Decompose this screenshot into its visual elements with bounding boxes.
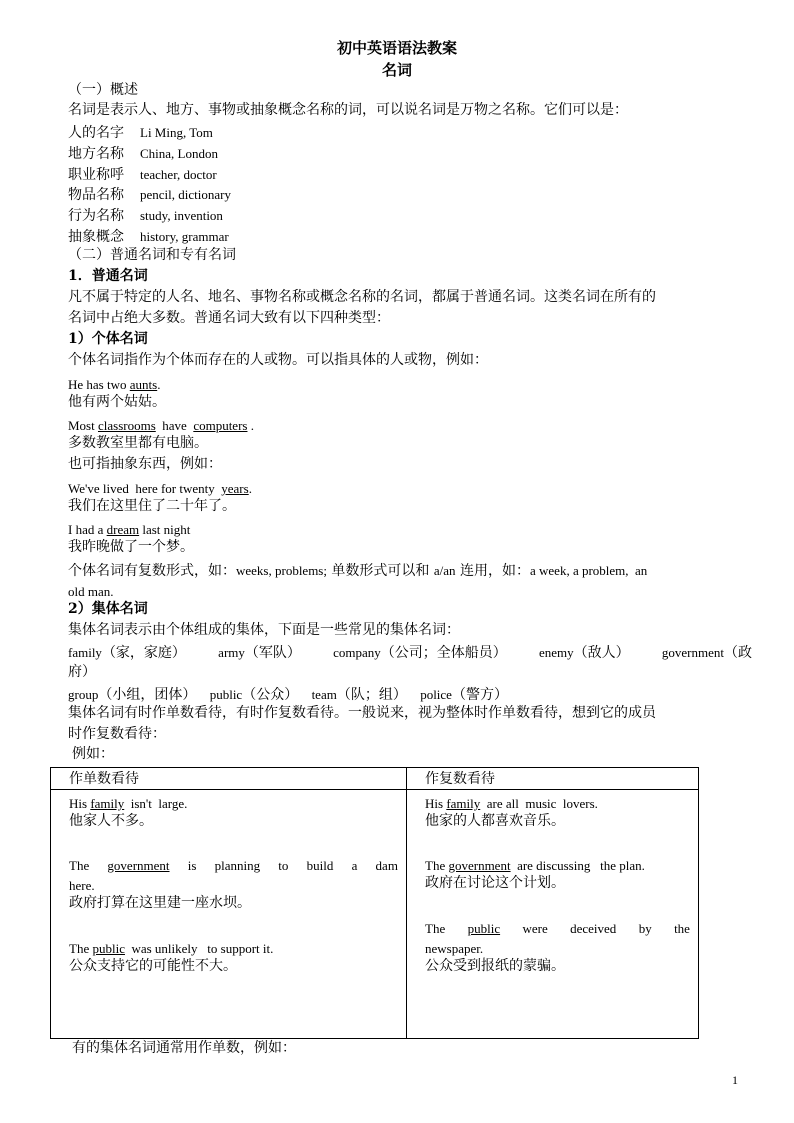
list-item: [68, 144, 218, 164]
example-translation: 他家人不多。: [69, 813, 153, 829]
example-translation: 政府在讨论这个计划。: [425, 875, 565, 891]
document-subtitle: 名词: [381, 61, 412, 79]
item-examples: China, London: [140, 146, 218, 161]
paragraph: 集体名词有时作单数看待，有时作复数看待。一般说来，视为整体时作单数看待，想到它的成员: [68, 705, 656, 721]
list-item: enemy（敌人）: [539, 645, 630, 661]
example-translation: 我昨晚做了一个梦。: [68, 539, 194, 555]
item-label: 职业称呼: [68, 167, 124, 183]
example-translation: 政府打算在这里建一座水坝。: [69, 895, 251, 911]
example-sentence-cont: here.: [69, 878, 95, 893]
paragraph: 个体名词有复数形式，如：weeks, problems; 单数形式可以和 a/an 连用，如：a week, a problem, an: [68, 563, 648, 579]
underlined-noun: years: [221, 481, 249, 496]
list-item: company（公司；全体船员）: [333, 645, 507, 661]
example-sentence: He has two aunts.: [68, 377, 161, 392]
collective-noun-list: [68, 685, 508, 705]
paragraph: 名词中占绝大多数。普通名词大致有以下四种类型：: [68, 310, 390, 326]
paragraph: 也可指抽象东西，例如：: [68, 456, 222, 472]
example-translation: 多数教室里都有电脑。: [68, 435, 208, 451]
underlined-noun: computers: [193, 418, 248, 433]
example-sentence: The government are discussing the plan.: [425, 858, 645, 873]
paragraph: old man.: [68, 584, 114, 599]
list-item: [68, 185, 231, 205]
example-sentence: I had a dream last night: [68, 522, 191, 537]
item-examples: history, grammar: [140, 229, 229, 244]
underlined-noun: aunts: [129, 377, 158, 392]
item-examples: study, invention: [140, 208, 223, 223]
collective-noun-list: [68, 643, 752, 663]
section-heading-overview: （一）概述: [68, 82, 138, 98]
example-sentence: The government is planning to build a dam: [69, 858, 398, 873]
underlined-noun: dream: [106, 522, 140, 537]
list-item: public（公众）: [209, 687, 299, 703]
example-translation: 他有两个姑姑。: [68, 394, 166, 410]
paragraph: 时作复数看待：: [68, 726, 166, 742]
table-cell-singular: [51, 790, 407, 1039]
heading-individual-nouns: 1）个体名词: [68, 331, 148, 347]
example-sentence: Most classrooms have computers .: [68, 418, 254, 433]
item-examples: teacher, doctor: [140, 167, 217, 182]
item-label: 抽象概念: [68, 229, 124, 245]
list-item: [68, 227, 229, 247]
list-item: army（军队）: [218, 645, 301, 661]
list-item: team（队；组）: [311, 687, 407, 703]
example-translation: 公众支持它的可能性不大。: [69, 958, 237, 974]
example-sentence-cont: newspaper.: [425, 941, 484, 956]
heading-common-nouns: 1．普通名词: [68, 268, 148, 284]
list-item: [68, 206, 223, 226]
paragraph: 例如：: [72, 746, 114, 762]
overview-intro: 名词是表示人、地方、事物或抽象概念名称的词，可以说名词是万物之名称。它们可以是：: [68, 102, 628, 118]
list-item: police（警方）: [420, 687, 508, 703]
item-label: 行为名称: [68, 208, 124, 224]
paragraph: 有的集体名词通常用作单数，例如：: [72, 1040, 296, 1056]
document-title: 初中英语语法教案: [336, 39, 457, 57]
table-row: [51, 790, 699, 1039]
paragraph: 集体名词表示由个体组成的集体，下面是一些常见的集体名词：: [68, 622, 460, 638]
list-item: [68, 165, 217, 185]
paragraph: 凡不属于特定的人名、地名、事物名称或概念名称的名词，都属于普通名词。这类名词在所有的: [68, 289, 656, 305]
column-header-plural: 作复数看待: [407, 768, 699, 790]
example-sentence: We've lived here for twenty years.: [68, 481, 252, 496]
example-sentence: The public were deceived by the: [425, 921, 690, 936]
paragraph: 个体名词指作为个体而存在的人或物。可以指具体的人或物，例如：: [68, 352, 488, 368]
list-item: group（小组，团体）: [68, 687, 197, 703]
heading-collective-nouns: 2）集体名词: [68, 601, 148, 617]
item-label: 地方名称: [68, 146, 124, 162]
underlined-noun: classrooms: [97, 418, 156, 433]
list-item: [68, 123, 213, 143]
page-number: 1: [732, 1073, 738, 1087]
list-item: government（政: [661, 645, 752, 661]
item-label: 人的名字: [68, 125, 124, 141]
section-heading-common-proper: （二）普通名词和专有名词: [68, 247, 236, 263]
comparison-table: [50, 767, 699, 1039]
example-translation: 他家的人都喜欢音乐。: [425, 813, 565, 829]
example-translation: 公众受到报纸的蒙骗。: [425, 958, 565, 974]
example-sentence: His family isn't large.: [69, 796, 188, 811]
list-continuation: 府）: [68, 664, 96, 680]
list-item: family（家，家庭）: [68, 645, 186, 661]
item-examples: pencil, dictionary: [140, 187, 231, 202]
item-label: 物品名称: [68, 187, 124, 203]
example-sentence: His family are all music lovers.: [425, 796, 598, 811]
column-header-singular: 作单数看待: [51, 768, 407, 790]
example-translation: 我们在这里住了二十年了。: [68, 498, 236, 514]
example-sentence: The public was unlikely to support it.: [69, 941, 274, 956]
table-cell-plural: [407, 790, 699, 1039]
item-examples: Li Ming, Tom: [140, 125, 213, 140]
table-header-row: [51, 768, 699, 790]
